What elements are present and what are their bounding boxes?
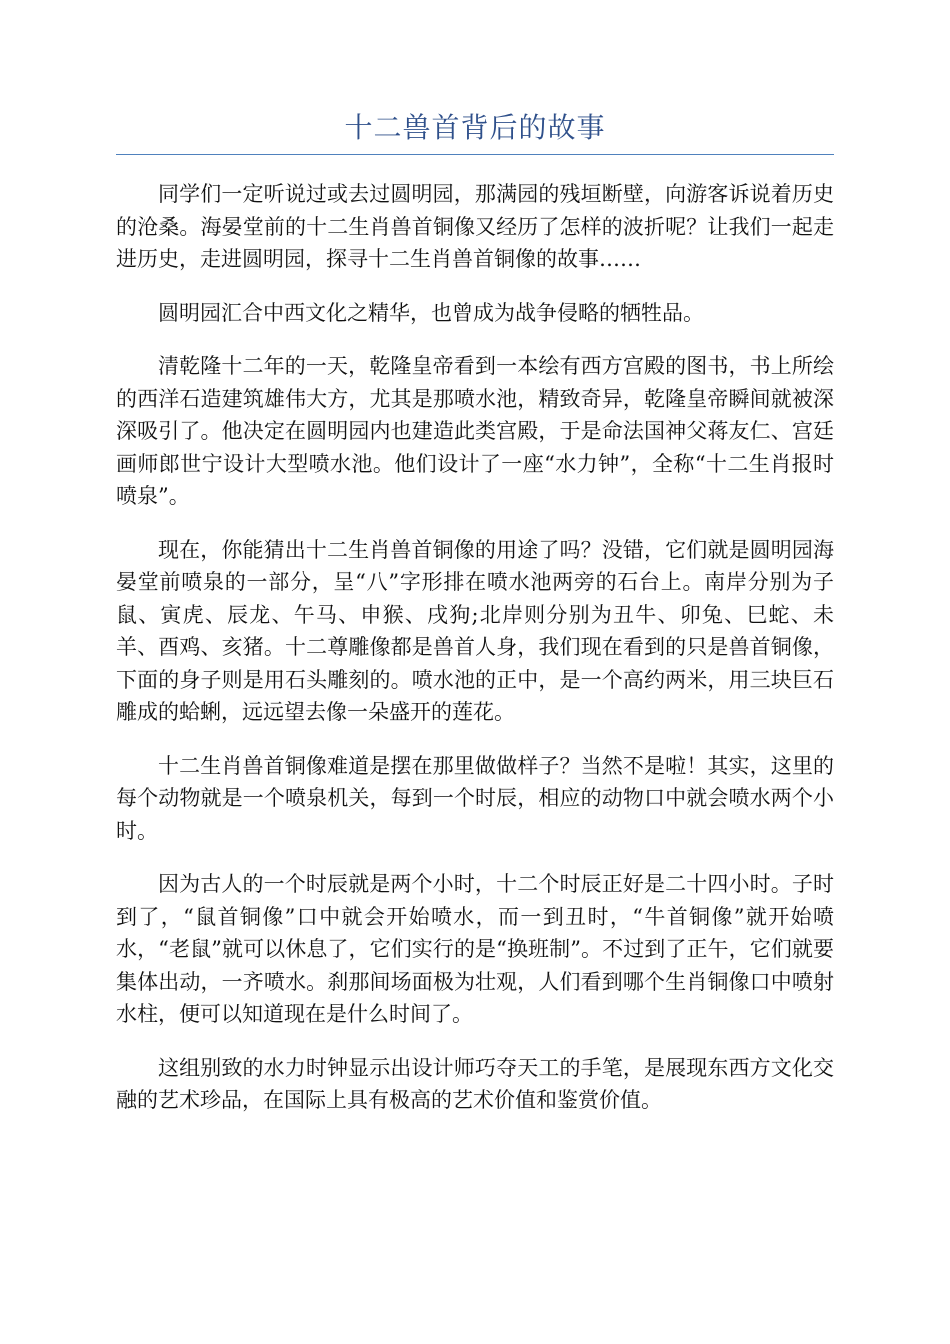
paragraph-history: 清乾隆十二年的一天，乾隆皇帝看到一本绘有西方宫殿的图书，书上所绘的西洋石造建筑雄伟大方，尤其是那喷水池，精致奇异，乾隆皇帝瞬间就被深深吸引了。他决定在圆明园内也建造此类宫殿，于是命法国神父蒋友仁、宫廷画师郎世宁设计大型喷水池。他们设计了一座“水力钟”，全称“十二生肖报时喷泉”。 — [116, 354, 834, 508]
paragraph-summary: 圆明园汇合中西文化之精华，也曾成为战争侵略的牺牲品。 — [158, 300, 704, 325]
paragraph-conclusion: 这组别致的水力时钟显示出设计师巧夺天工的手笔，是展现东西方文化交融的艺术珍品，在国际上具有极高的艺术价值和鉴赏价值。 — [116, 1055, 834, 1112]
paragraph-mechanism: 十二生肖兽首铜像难道是摆在那里做做样子？当然不是啦！其实，这里的每个动物就是一个喷泉机关，每到一个时辰，相应的动物口中就会喷水两个小时。 — [116, 753, 834, 843]
paragraph-usage: 现在，你能猜出十二生肖兽首铜像的用途了吗？没错，它们就是圆明园海晏堂前喷泉的一部分，呈“八”字形排在喷水池两旁的石台上。南岸分别为子鼠、寅虎、辰龙、午马、申猴、戌狗;北岸则分别为丑牛、卯兔、巳蛇、未羊、酉鸡、亥猪。十二尊雕像都是兽首人身，我们现在看到的只是兽首铜像，下面的身子则是用石头雕刻的。喷水池的正中，是一个高约两米，用三块巨石雕成的蛤蜊，远远望去像一朵盛开的莲花。 — [116, 537, 834, 724]
page-title: 十二兽首背后的故事 — [344, 111, 606, 144]
paragraph-timekeeping: 因为古人的一个时辰就是两个小时，十二个时辰正好是二十四小时。子时到了，“鼠首铜像”口中就会开始喷水，而一到丑时，“牛首铜像”就开始喷水，“老鼠”就可以休息了，它们实行的是“换班制”。不过到了正午，它们就要集体出动，一齐喷水。刹那间场面极为壮观，人们看到哪个生肖铜像口中喷射水柱，便可以知道现在是什么时间了。 — [116, 872, 834, 1026]
title-underline — [116, 154, 834, 155]
article-body — [116, 178, 834, 1138]
paragraph-intro: 同学们一定听说过或去过圆明园，那满园的残垣断壁，向游客诉说着历史的沧桑。海晏堂前的十二生肖兽首铜像又经历了怎样的波折呢？让我们一起走进历史，走进圆明园，探寻十二生肖兽首铜像的故事…… — [116, 182, 834, 271]
